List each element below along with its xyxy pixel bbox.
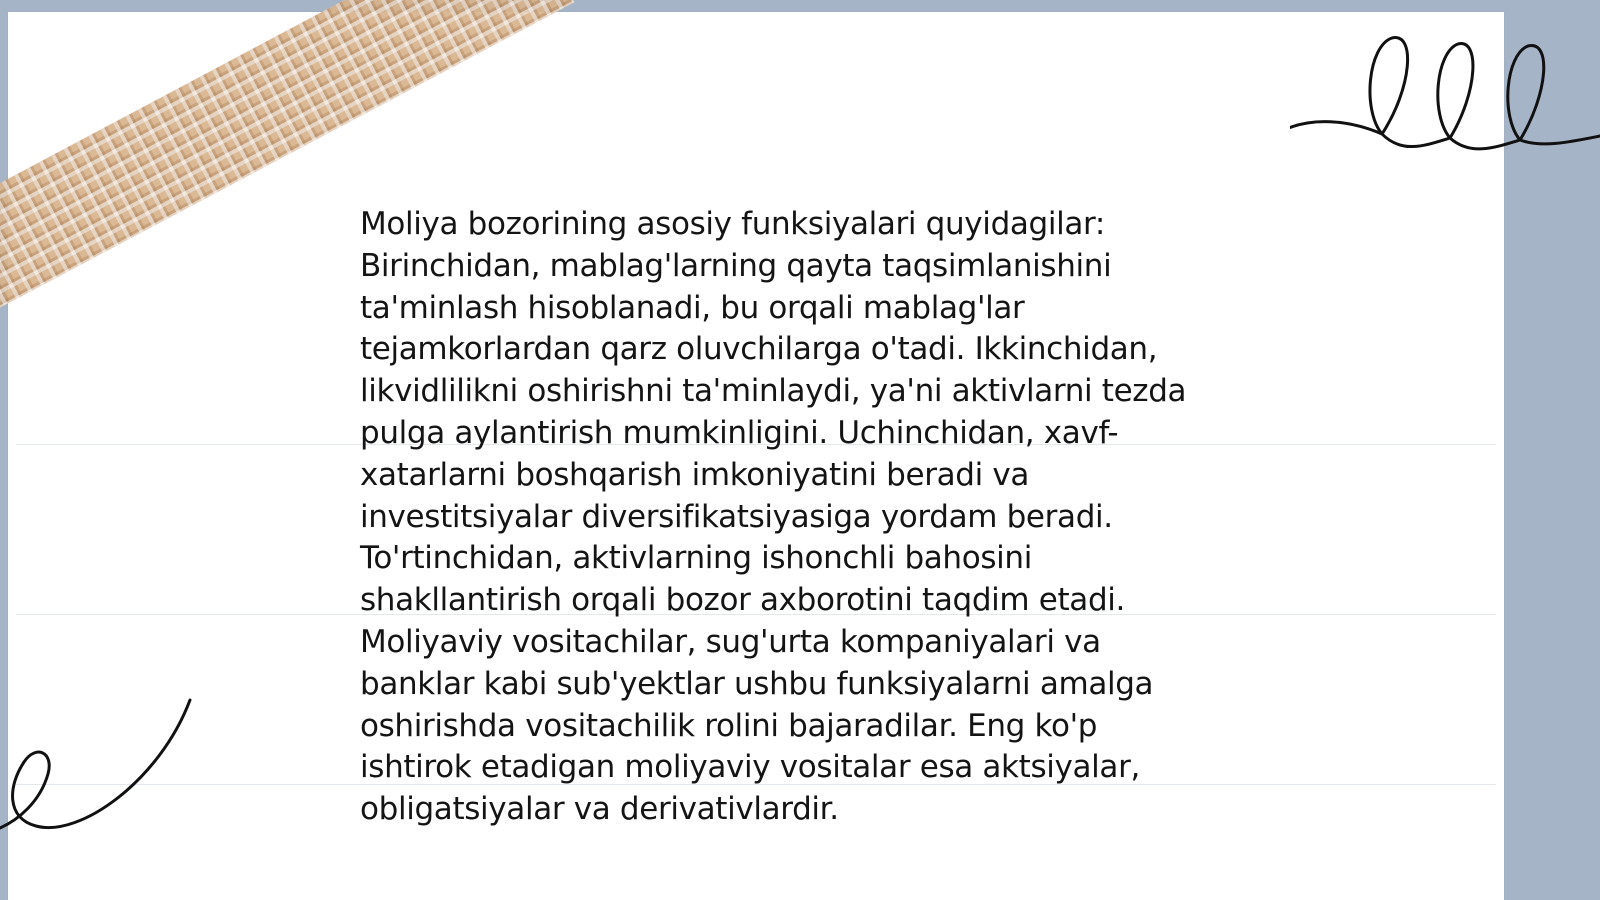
body-text xyxy=(360,204,1260,831)
body-text-line: investitsiyalar diversifikatsiyasiga yordam beradi. xyxy=(360,498,1113,535)
body-text-line: pulga aylantirish mumkinligini. Uchinchidan, xavf- xyxy=(360,414,1119,451)
swirl-scribble-icon xyxy=(0,690,200,840)
body-text-line: oshirishda vositachilik rolini bajaradilar. Eng ko'p xyxy=(360,707,1098,744)
body-text-line: likvidlilikni oshirishni ta'minlaydi, ya'ni aktivlarni tezda xyxy=(360,373,1187,410)
body-text-line: Birinchidan, mablag'larning qayta taqsimlanishini xyxy=(360,247,1112,284)
body-text-line: shakllantirish orqali bozor axborotini taqdim etadi. xyxy=(360,582,1126,619)
body-text-line: tejamkorlardan qarz oluvchilarga o'tadi. Ikkinchidan, xyxy=(360,331,1158,368)
body-text-line: Moliya bozorining asosiy funksiyalari quyidagilar: xyxy=(360,206,1105,242)
body-text-line: obligatsiyalar va derivativlardir. xyxy=(360,791,839,828)
body-text-line: To'rtinchidan, aktivlarning ishonchli bahosini xyxy=(360,540,1032,577)
body-text-line: ishtirok etadigan moliyaviy vositalar esa aktsiyalar, xyxy=(360,749,1140,786)
body-text-line: Moliyaviy vositachilar, sug'urta kompaniyalari va xyxy=(360,623,1101,660)
loop-scribble-icon xyxy=(1290,30,1600,160)
body-text-line: xatarlarni boshqarish imkoniyatini beradi va xyxy=(360,456,1029,493)
body-text-line: ta'minlash hisoblanadi, bu orqali mablag'lar xyxy=(360,289,1025,326)
body-text-line: banklar kabi sub'yektlar ushbu funksiyalarni amalga xyxy=(360,665,1154,702)
